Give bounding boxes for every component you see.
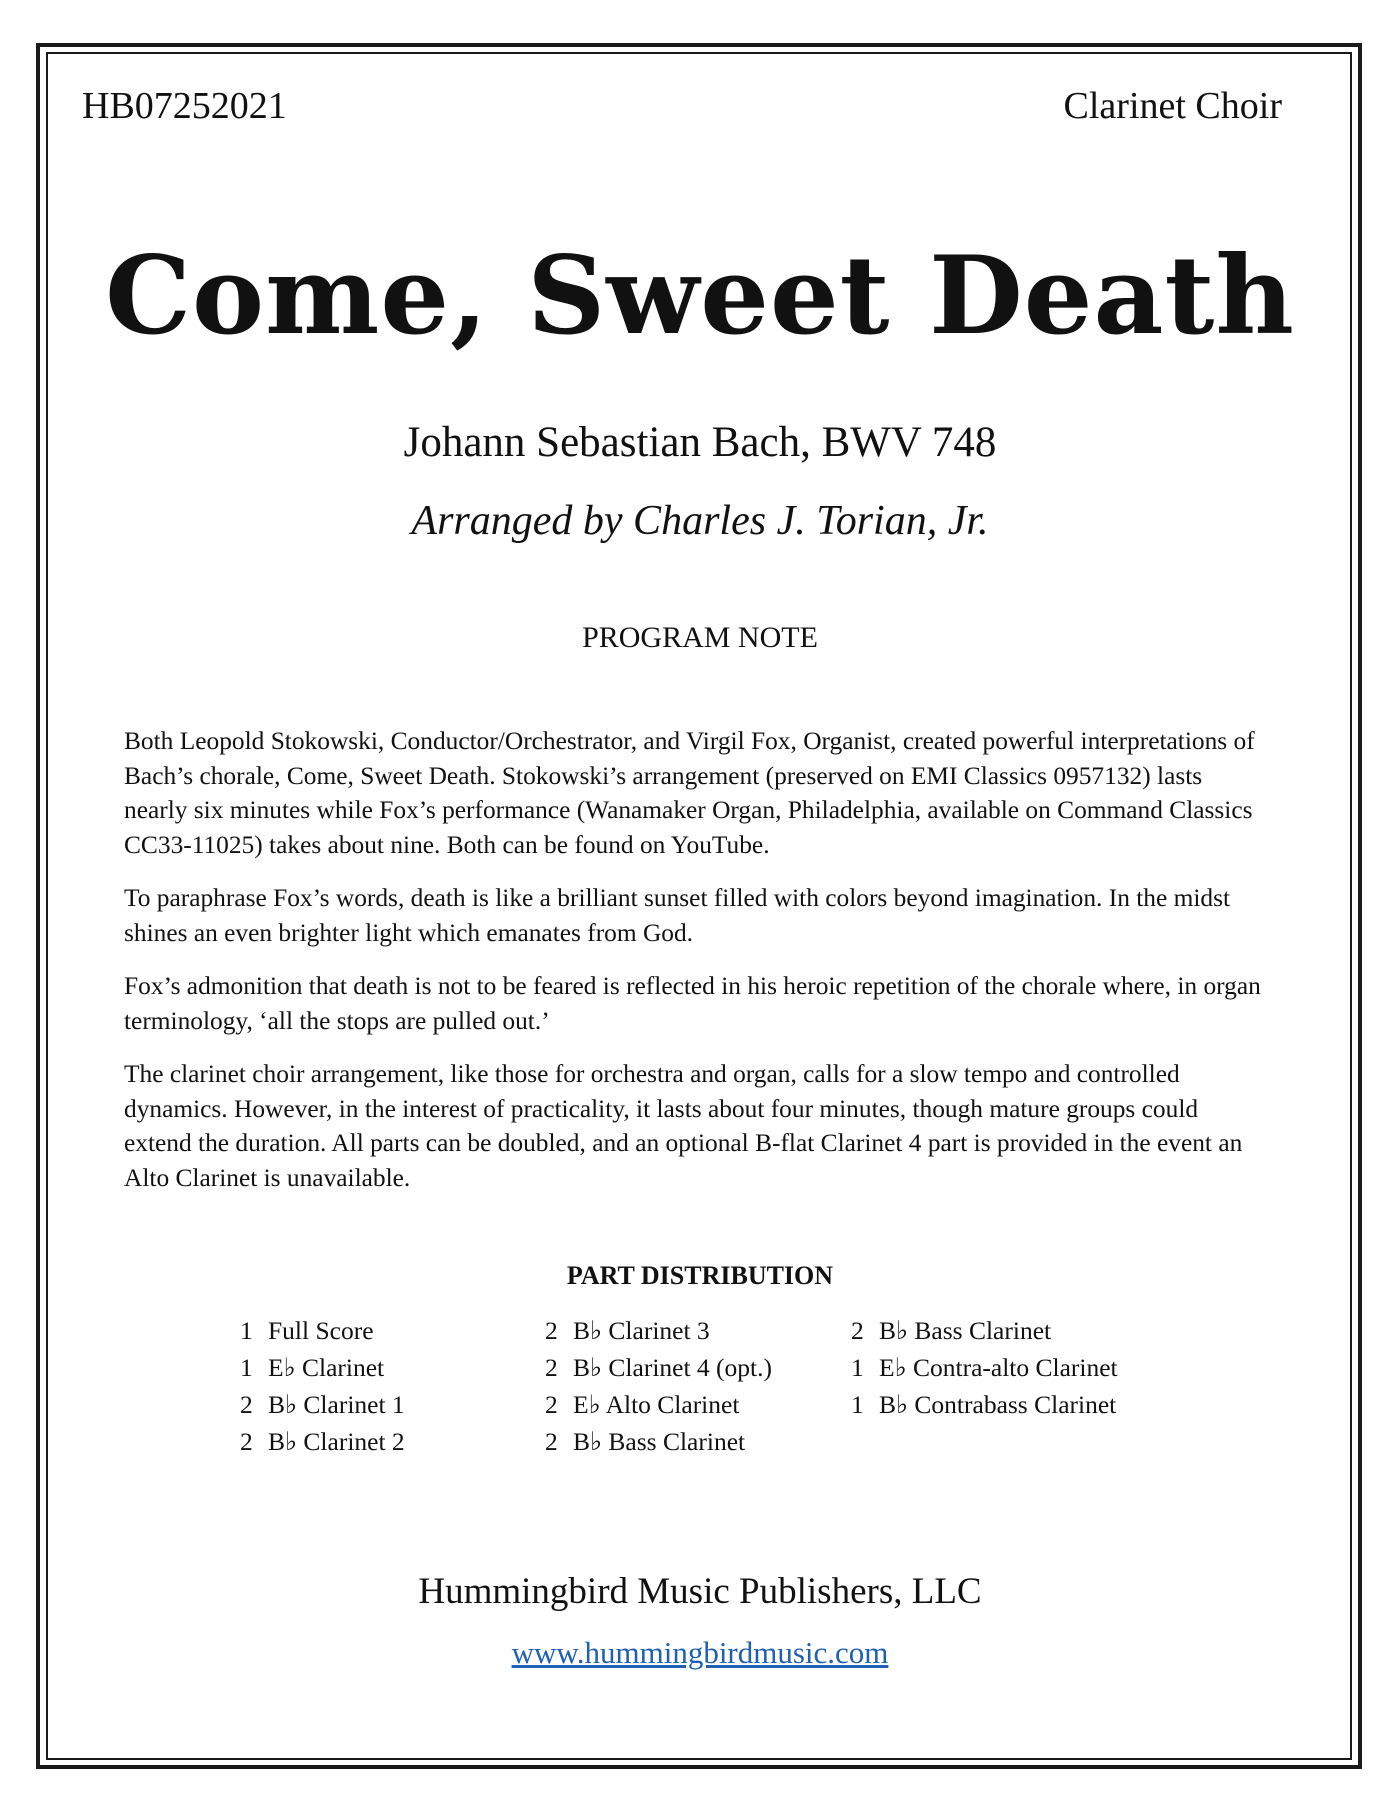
part-quantity: 2 (240, 1390, 253, 1419)
part-item (240, 1349, 405, 1386)
part-distribution-heading: PART DISTRIBUTION (566, 1261, 834, 1290)
part-item (545, 1349, 772, 1386)
part-quantity: 2 (545, 1427, 558, 1456)
program-note-paragraph: To paraphrase Fox’s words, death is like a brilliant sunset filled with colors beyond imagination. In the midst shines an even brighter light which emanates from God. (124, 884, 1231, 947)
part-quantity: 1 (851, 1390, 864, 1419)
publisher-name: Hummingbird Music Publishers, LLC (418, 1571, 982, 1612)
part-item (545, 1312, 772, 1349)
program-note-heading: PROGRAM NOTE (582, 621, 818, 654)
part-column-2 (545, 1312, 772, 1460)
part-quantity: 2 (545, 1353, 558, 1382)
part-item (240, 1312, 405, 1349)
composer-line: Johann Sebastian Bach, BWV 748 (403, 419, 997, 466)
program-note-paragraph: Fox’s admonition that death is not to be feared is reflected in his heroic repetition of the chorale where, in organ terminology, ‘all the stops are pulled out.’ (124, 972, 1261, 1035)
website-link[interactable]: www.hummingbirdmusic.com (511, 1635, 889, 1670)
program-note-body (124, 724, 1264, 1214)
part-item (851, 1312, 1118, 1349)
program-note-paragraph: The clarinet choir arrangement, like those for orchestra and organ, calls for a slow tempo and controlled dynamics. However, in the interest of practicality, it lasts about four minutes, though mature groups could extend the duration. All parts can be doubled, and an optional B-flat Clarinet 4 part is provided in the event an Alto Clarinet is unavailable. (124, 1060, 1243, 1192)
part-name: B♭ Contrabass Clarinet (879, 1390, 1117, 1419)
part-quantity: 1 (851, 1353, 864, 1382)
part-item (545, 1386, 772, 1423)
part-quantity: 1 (240, 1316, 253, 1345)
part-name: B♭ Bass Clarinet (879, 1316, 1052, 1345)
part-quantity: 2 (545, 1316, 558, 1345)
part-name: E♭ Clarinet (268, 1353, 385, 1382)
part-name: Full Score (268, 1316, 374, 1345)
catalog-number: HB07252021 (82, 85, 287, 127)
part-column-1 (240, 1312, 405, 1460)
part-quantity: 2 (545, 1390, 558, 1419)
part-name: E♭ Contra-alto Clarinet (879, 1353, 1118, 1382)
part-item (240, 1386, 405, 1423)
part-quantity: 2 (240, 1427, 253, 1456)
page-title: Come, Sweet Death (105, 233, 1295, 359)
website-line (0, 1634, 1400, 1672)
part-quantity: 1 (240, 1353, 253, 1382)
arranger-line: Arranged by Charles J. Torian, Jr. (411, 498, 989, 544)
part-name: B♭ Clarinet 2 (268, 1427, 405, 1456)
part-quantity: 2 (851, 1316, 864, 1345)
part-item (851, 1386, 1118, 1423)
part-name: B♭ Clarinet 4 (opt.) (573, 1353, 772, 1382)
part-name: E♭ Alto Clarinet (573, 1390, 740, 1419)
part-item (851, 1349, 1118, 1386)
part-item (240, 1423, 405, 1460)
part-item (545, 1423, 772, 1460)
ensemble-label: Clarinet Choir (1063, 85, 1282, 127)
part-name: B♭ Bass Clarinet (573, 1427, 746, 1456)
program-note-paragraph: Both Leopold Stokowski, Conductor/Orchestrator, and Virgil Fox, Organist, created powerful interpretations of Bach’s chorale, Come, Sweet Death. Stokowski’s arrangement (preserved on EMI Classics 0957132) lasts nearly six minutes while Fox’s performance (Wanamaker Organ, Philadelphia, available on Command Classics CC33-11025) takes about nine. Both can be found on YouTube. (124, 727, 1255, 859)
part-name: B♭ Clarinet 1 (268, 1390, 405, 1419)
part-name: B♭ Clarinet 3 (573, 1316, 710, 1345)
part-column-3 (851, 1312, 1118, 1423)
